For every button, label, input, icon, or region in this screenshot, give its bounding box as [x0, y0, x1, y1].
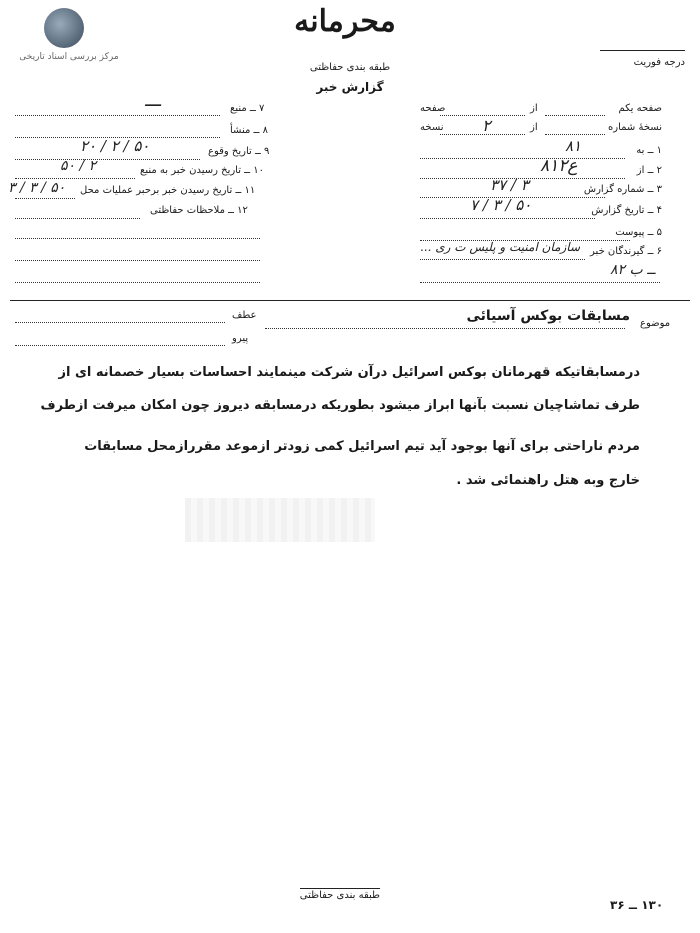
- date-arrived-value: ۳ / ۳ / ۵۰: [8, 180, 66, 196]
- report-type-label: گزارش خبر: [316, 80, 384, 94]
- to-label: ۱ ــ به: [636, 145, 662, 156]
- page-word-label: صفحه: [420, 103, 446, 114]
- page-number-label: صفحه یکم: [618, 103, 662, 114]
- atf-label: عطف: [232, 310, 257, 321]
- archive-emblem-icon: [44, 8, 84, 48]
- date-received-label: ۱۰ ــ تاریخ رسیدن خبر به منبع: [140, 165, 264, 176]
- copy-word-label: نسخه: [420, 122, 444, 133]
- from-label: ۲ ــ از: [636, 165, 662, 176]
- date-of-occurrence-value: ۲۰ / ۲ / ۵۰: [80, 137, 150, 155]
- recipients-value-2: ۸۲ ــ ب: [610, 262, 656, 278]
- date-of-occurrence-label: ۹ ــ تاریخ وقوع: [208, 146, 270, 157]
- body-line-1: درمسابقاتیکه قهرمانان بوکس اسرائیل درآن شرکت مینمایند احساسات بسیار خصمانه ای از: [58, 365, 640, 380]
- security-notes-label: ۱۲ ــ ملاحظات حفاظتی: [150, 205, 248, 216]
- attachment-label: ۵ ــ پیوست: [615, 227, 662, 238]
- report-date-label: ۴ ــ تاریخ گزارش: [591, 205, 662, 216]
- report-number-value: ۳۷ / ۳: [490, 176, 529, 194]
- peyro-label: پیرو: [232, 333, 249, 344]
- copy-number-label: نسخهٔ شماره: [608, 122, 662, 133]
- date-arrived-label: ۱۱ ــ تاریخ رسیدن خبر برحبر عملیات محل: [80, 185, 256, 196]
- report-date-value: ۷ / ۳ / ۵۰: [470, 196, 532, 214]
- to-value: ۸۱: [565, 137, 582, 155]
- priority-label: درجه فوریت: [633, 57, 685, 68]
- archive-logo: [14, 8, 124, 68]
- classification-label: طبقه بندی حفاظتی: [309, 62, 391, 73]
- body-line-4: خارج وبه هتل راهنمائی شد .: [456, 473, 640, 488]
- page-of-label: از: [530, 103, 538, 114]
- faded-stamp: [185, 498, 375, 542]
- report-number-label: ۳ ــ شماره گزارش: [583, 184, 662, 195]
- source-scribble: ـــ: [145, 90, 161, 111]
- page-title: محرمانه: [294, 4, 396, 39]
- body-line-2: طرف تماشاچیان نسبت بآنها ابراز میشود بطوریکه درمسابقه دیروز چون امکان میرفت ازطرف: [40, 398, 640, 413]
- source-label: ۷ ــ منبع: [230, 103, 265, 114]
- footer-classification-label: طبقه بندی حفاظتی: [299, 890, 380, 901]
- recipients-value: سازمان امنیت و پلیس ت ری ...: [419, 240, 580, 254]
- body-line-3: مردم ناراحتی برای آنها بوجود آید تیم اسرائیل کمی زودتر ازموعد مقررازمحل مسابقات: [84, 439, 640, 454]
- copy-value: ۲: [482, 116, 491, 135]
- subject-label: موضوع: [640, 318, 671, 329]
- copy-of-label: از: [530, 122, 538, 133]
- logo-text: مرکز بررسی اسناد تاریخی: [19, 52, 119, 62]
- recipients-label: ۶ ــ گیرندگان خبر: [590, 246, 662, 257]
- date-received-value: ۵۰ / ۲: [60, 158, 97, 174]
- form-code: ۱۳۰ ــ ۳۶: [610, 898, 664, 912]
- origin-label: ۸ ــ منشأ: [230, 125, 268, 136]
- from-value: ۸۱۲ع: [540, 156, 578, 176]
- subject-value: مسابقات بوکس آسیائی: [466, 308, 630, 324]
